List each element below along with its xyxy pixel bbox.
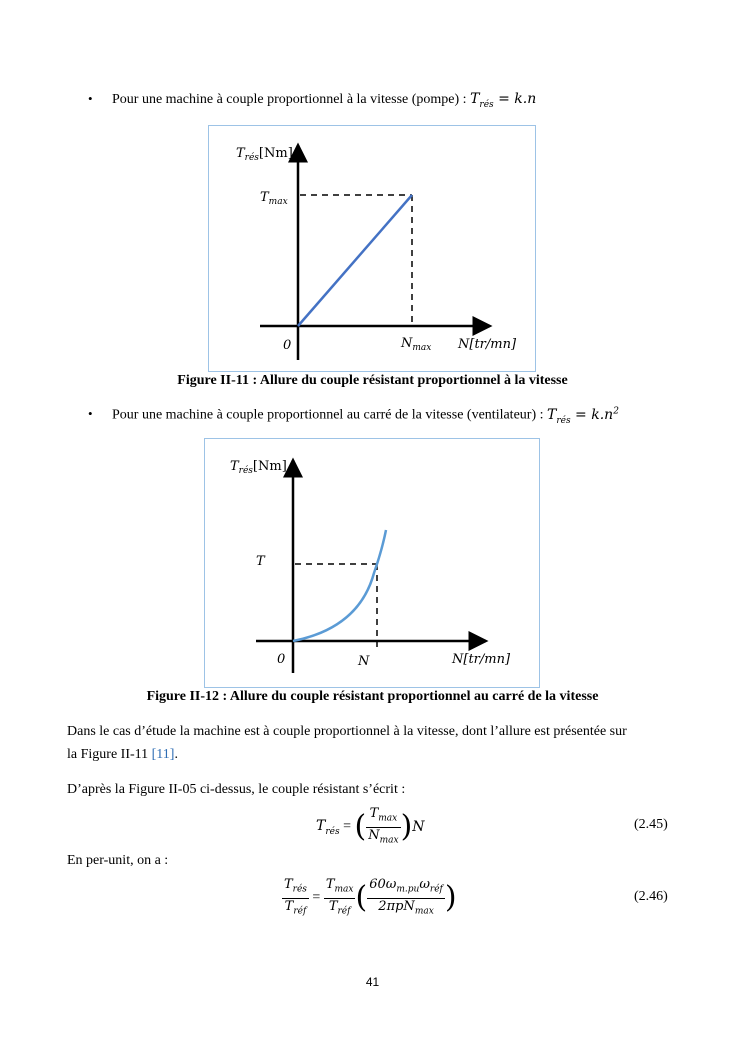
page-number: 41 [365,975,380,989]
figure-1-caption: Figure II-11 : Allure du couple résistant proportionnel à la vitesse [177,373,568,388]
y-axis-label: $T_{rés}[Nm]$ [236,146,293,163]
t-label: T [256,554,265,569]
n-max-label: $N_{max}$ [401,336,432,353]
equation-2-46: $\frac{T_{rés}}{T_{réf}}$ = $\frac{T_{max}}{T_{réf}}$ ( $\frac{60\omega_{m.pu}\omega_{réf}}{2\pi pN_{max}}$ ) [284,877,457,917]
formula: $T_{rés} = k.n$ [470,91,537,110]
torque-line [298,195,412,326]
figure-1-chart [208,125,536,372]
equation-number-2-45: (2.45) [634,817,668,832]
bullet-text: Pour une machine à couple proportionnel au carré de la vitesse (ventilateur) : [112,407,547,423]
x-axis-label: N[tr/mn] [458,337,517,352]
bullet-item-2 [112,406,619,425]
bullet-text: Pour une machine à couple proportionnel à la vitesse (pompe) : [112,92,471,107]
bullet-dot: • [88,91,93,106]
bullet-dot: • [88,406,93,421]
paragraph-1-line-2: la Figure II-11 [11]. [67,747,178,762]
bullet-item-1 [112,91,536,110]
paragraph-1-line-1: Dans le cas d’étude la machine est à couple proportionnel à la vitesse, dont l’allure est présentée sur [67,724,627,739]
figure-2-chart [204,438,540,688]
t-max-label: $T_{max}$ [260,190,288,207]
equation-number-2-46: (2.46) [634,889,668,904]
x-axis-label: N[tr/mn] [452,652,511,667]
origin-label: 0 [277,652,286,667]
y-axis-label: $T_{rés}[Nm]$ [230,459,287,476]
torque-curve [293,530,386,641]
origin-label: 0 [283,338,292,353]
equation-2-45: $T_{rés}$ = ( $\frac{T_{max}}{N_{max}}$ )N [316,806,425,846]
figure-2-caption: Figure II-12 : Allure du couple résistant proportionnel au carré de la vitesse [146,689,599,704]
n-label: N [358,654,370,669]
citation-link[interactable]: [11] [151,747,175,762]
paragraph-3: En per-unit, on a : [67,853,169,868]
paragraph-2: D’après la Figure II-05 ci-dessus, le couple résistant s’écrit : [67,782,406,797]
formula: $T_{rés} = k.n^2$ [547,406,619,426]
